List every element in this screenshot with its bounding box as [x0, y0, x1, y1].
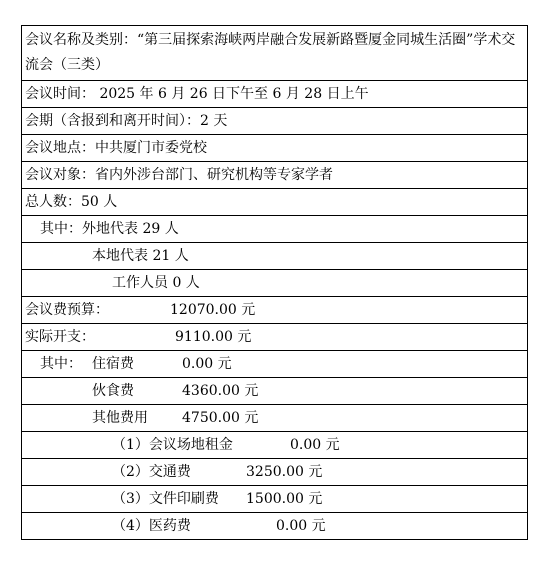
table-row: [22, 324, 528, 351]
local-delegates-cell: 本地代表 21 人: [22, 243, 528, 270]
lodging-cell: [22, 351, 528, 378]
transport-value: 3250.00 元: [246, 464, 323, 480]
other-expenses-label: 其他费用: [92, 410, 148, 426]
total-attendees-cell: 总人数：50 人: [22, 189, 528, 216]
table-row: [22, 351, 528, 378]
table-row: [22, 405, 528, 432]
meeting-location-cell: 会议地点：中共厦门市委党校: [22, 135, 528, 162]
food-value: 4360.00 元: [182, 383, 259, 399]
table-row: [22, 135, 528, 162]
table-row: [22, 243, 528, 270]
other-expenses-value: 4750.00 元: [182, 410, 259, 426]
lodging-label: 住宿费: [92, 356, 134, 372]
printing-value: 1500.00 元: [246, 491, 323, 507]
venue-rent-value: 0.00 元: [290, 437, 340, 453]
medical-label: （4）医药费: [112, 518, 191, 534]
transport-label: （2）交通费: [112, 464, 191, 480]
medical-cell: [22, 513, 528, 540]
meeting-name-cell: 会议名称及类别：“第三届探索海峡两岸融合发展新路暨厦金同城生活圈”学术交流会（三类）: [22, 26, 528, 81]
actual-spending-value: 9110.00 元: [175, 329, 252, 345]
budget-label: 会议费预算：: [25, 302, 109, 318]
table-row: [22, 513, 528, 540]
meeting-info-table: [21, 25, 528, 540]
actual-spending-cell: [22, 324, 528, 351]
out-of-town-delegates-cell: 其中：外地代表 29 人: [22, 216, 528, 243]
breakdown-prefix: 其中：: [40, 356, 82, 372]
printing-label: （3）文件印刷费: [112, 491, 219, 507]
venue-rent-cell: [22, 432, 528, 459]
table-row: [22, 216, 528, 243]
actual-spending-label: 实际开支：: [25, 329, 95, 345]
other-expenses-cell: [22, 405, 528, 432]
budget-value: 12070.00 元: [170, 302, 256, 318]
transport-cell: [22, 459, 528, 486]
medical-value: 0.00 元: [276, 518, 326, 534]
food-label: 伙食费: [92, 383, 134, 399]
staff-count-cell: 工作人员 0 人: [22, 270, 528, 297]
food-cell: [22, 378, 528, 405]
table-row: [22, 432, 528, 459]
table-row: [22, 162, 528, 189]
meeting-duration-cell: 会期（含报到和离开时间）：2 天: [22, 108, 528, 135]
printing-cell: [22, 486, 528, 513]
meeting-audience-cell: 会议对象：省内外涉台部门、研究机构等专家学者: [22, 162, 528, 189]
venue-rent-label: （1）会议场地租金: [112, 437, 233, 453]
table-row: [22, 486, 528, 513]
budget-cell: [22, 297, 528, 324]
table-row: [22, 378, 528, 405]
lodging-value: 0.00 元: [182, 356, 232, 372]
table-row: [22, 459, 528, 486]
table-row: [22, 108, 528, 135]
table-row: [22, 26, 528, 81]
meeting-time-cell: 会议时间： 2025 年 6 月 26 日下午至 6 月 28 日上午: [22, 81, 528, 108]
table-row: [22, 270, 528, 297]
table-row: [22, 189, 528, 216]
table-row: [22, 297, 528, 324]
table-row: [22, 81, 528, 108]
